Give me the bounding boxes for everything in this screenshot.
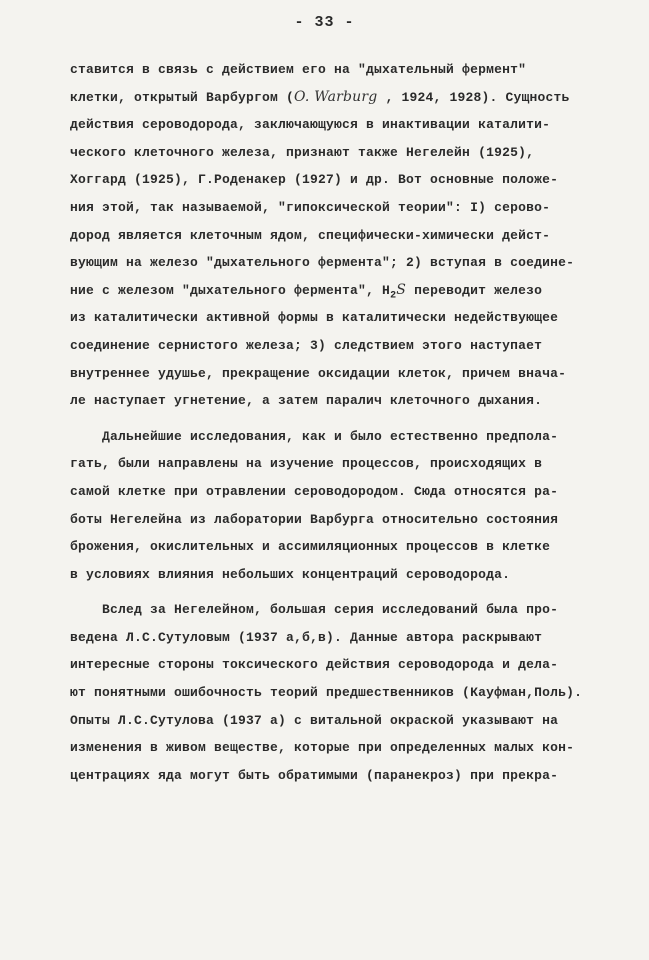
text-line: внутреннее удушье, прекращение оксидации клеток, причем внача-	[70, 365, 567, 381]
text-line: брожения, окислительных и ассимиляционных процессов в клетке	[70, 539, 551, 555]
text-line: ле наступает угнетение, а затем паралич клеточного дыхания.	[70, 393, 543, 409]
text-line: Дальнейшие исследования, как и было естественно предпола-	[70, 428, 559, 444]
page-number: - 33 -	[294, 14, 355, 31]
paragraph	[70, 423, 615, 589]
text-line: Опыты Л.С.Сутулова (1937 а) с витальной окраской указывают на	[70, 712, 559, 728]
text-line: интересные стороны токсического действия сероводорода и дела-	[70, 657, 559, 673]
text-line: соединение сернистого железа; 3) следствием этого наступает	[70, 337, 543, 353]
text-line: ставится в связь с действием его на "дыхательный фермент"	[70, 62, 527, 77]
text-line: клетки, открытый Варбургом (O. Warburg , 1924, 1928). Сущность	[70, 88, 570, 105]
text-line: Хоггард (1925), Г.Роденакер (1927) и др. Вот основные положе-	[70, 172, 559, 188]
text-line: ведена Л.С.Сутуловым (1937 а,б,в). Данные автора раскрывают	[70, 629, 543, 645]
text-line: ния этой, так называемой, "гипоксической теории": I) серово-	[70, 199, 551, 215]
text-line: гать, были направлены на изучение процессов, происходящих в	[70, 456, 543, 472]
paragraph	[70, 596, 615, 789]
text-line: самой клетке при отравлении сероводородом. Сюда относятся ра-	[70, 483, 559, 499]
subscript: 2	[390, 290, 397, 302]
text-line: действия сероводорода, заключающуюся в инактивации каталити-	[70, 117, 551, 133]
text-line: ние с железом "дыхательного фермента", $H_2S$ переводит железо	[70, 281, 543, 302]
text-line: ческого клеточного железа, признают также Негелейн (1925),	[70, 144, 535, 160]
paragraph	[70, 56, 615, 415]
handwritten-s: S	[396, 281, 407, 298]
text-line: изменения в живом веществе, которые при определенных малых кон-	[70, 740, 575, 756]
text-line: дород является клеточным ядом, специфически-химически дейст-	[70, 227, 551, 243]
text-line: боты Негелейна из лаборатории Варбурга относительно состояния	[70, 511, 559, 527]
text-line: центрациях яда могут быть обратимыми (паранекроз) при прекра-	[70, 767, 559, 783]
text-line: из каталитически активной формы в каталитически недействующее	[70, 310, 559, 326]
handwritten-name: O. Warburg	[294, 88, 378, 105]
paragraph-gap	[70, 588, 615, 596]
text-line: ют понятными ошибочность теорий предшественников (Кауфман,Поль).	[70, 685, 583, 701]
body-text	[70, 56, 615, 789]
paragraph-gap	[70, 415, 615, 423]
text-line: Вслед за Негелейном, большая серия исследований была про-	[70, 602, 559, 618]
text-line: вующим на железо "дыхательного фермента"; 2) вступая в соедине-	[70, 255, 575, 271]
text-line: в условиях влияния небольших концентраций сероводорода.	[70, 566, 511, 582]
